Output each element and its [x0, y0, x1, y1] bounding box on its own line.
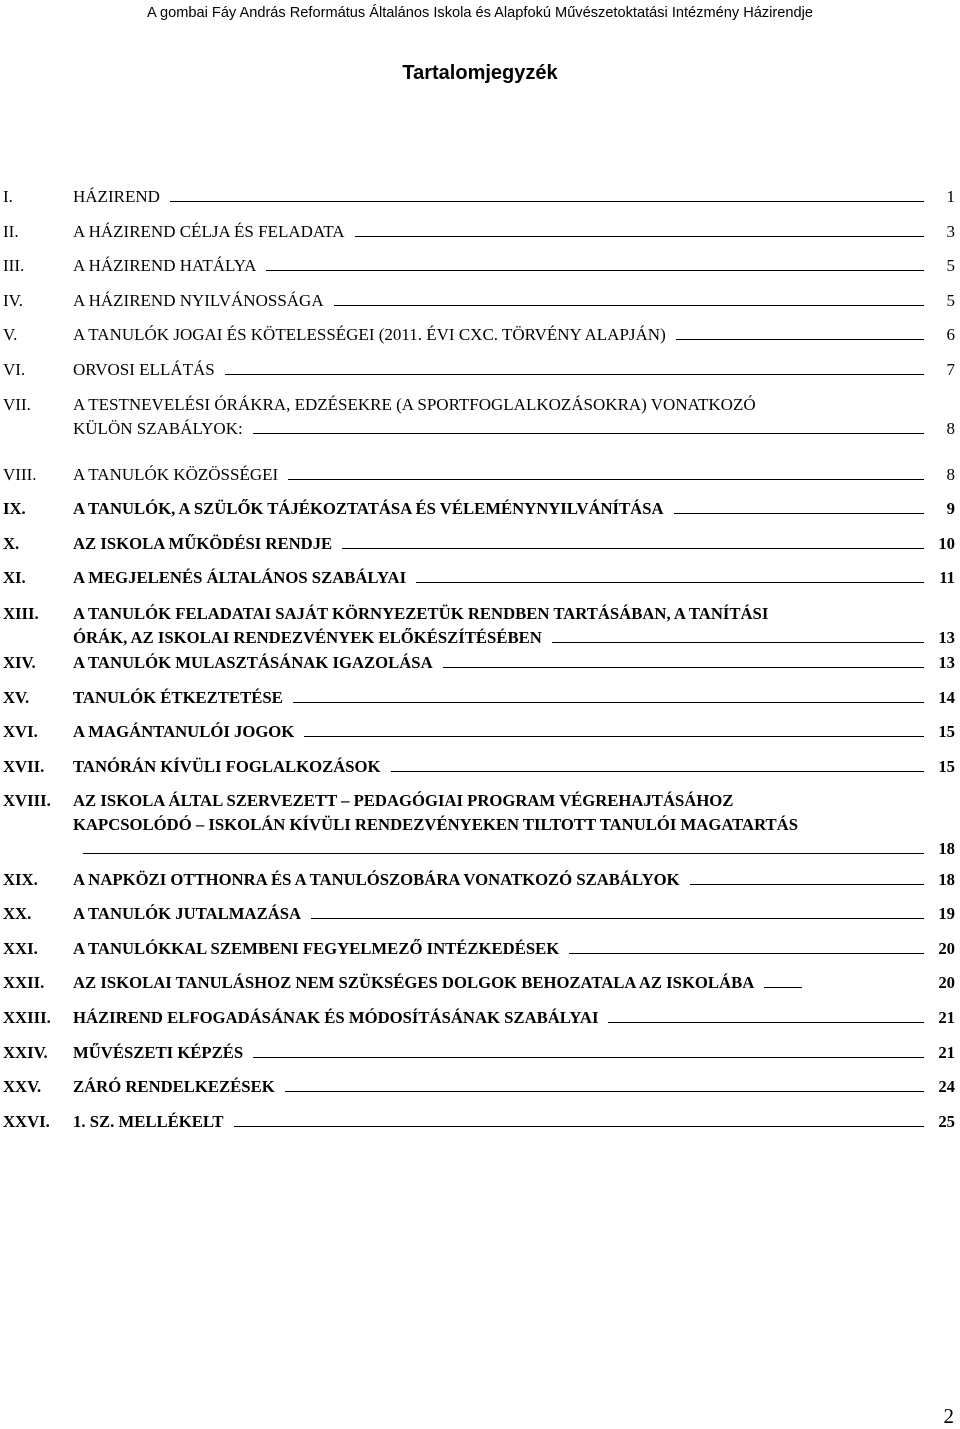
- toc-leader-line: [285, 1075, 924, 1092]
- toc-page-number: 18: [938, 839, 955, 858]
- toc-page-number: 9: [946, 499, 955, 518]
- toc-entry-title: MŰVÉSZETI KÉPZÉS: [73, 1043, 244, 1062]
- toc-entry-number: I.: [3, 187, 13, 206]
- toc-entry-title: ÓRÁK, AZ ISKOLAI RENDEZVÉNYEK ELŐKÉSZÍTÉSÉBEN: [73, 628, 542, 647]
- toc-leader-line: [311, 902, 924, 919]
- toc-entry-title: TANULÓK ÉTKEZTETÉSE: [73, 688, 283, 707]
- toc-entry-number: XVIII.: [3, 791, 51, 810]
- toc-entry-title: A TANULÓK JUTALMAZÁSA: [73, 904, 302, 923]
- toc-entry-number: XIV.: [3, 653, 36, 672]
- toc-entry-number: II.: [3, 222, 19, 241]
- toc-page-number: 20: [938, 973, 955, 992]
- toc-entry-number: XXI.: [3, 939, 38, 958]
- toc-entry-title: AZ ISKOLA ÁLTAL SZERVEZETT – PEDAGÓGIAI PROGRAM VÉGREHAJTÁSÁHOZ: [73, 791, 734, 810]
- toc-entry-title: A NAPKÖZI OTTHONRA ÉS A TANULÓSZOBÁRA VONATKOZÓ SZABÁLYOK: [73, 870, 680, 889]
- toc-leader-line: [569, 937, 924, 954]
- toc-entry-number: X.: [3, 534, 20, 553]
- toc-page-number: 8: [946, 419, 955, 438]
- toc-entry-number: XXII.: [3, 973, 45, 992]
- toc-page-number: 7: [946, 360, 955, 379]
- toc-leader-line: [253, 417, 924, 434]
- toc-entry-number: VIII.: [3, 465, 37, 484]
- toc-leader-line: [676, 323, 924, 340]
- toc-entry-title: A MEGJELENÉS ÁLTALÁNOS SZABÁLYAI: [73, 568, 407, 587]
- toc-entry-number: V.: [3, 325, 18, 344]
- toc-entry-title: A TANULÓK JOGAI ÉS KÖTELESSÉGEI (2011. ÉVI CXC. TÖRVÉNY ALAPJÁN): [73, 325, 666, 344]
- toc-page-number: 3: [946, 222, 955, 241]
- toc-page-number: 19: [938, 904, 955, 923]
- toc-entry-number: XXVI.: [3, 1112, 50, 1131]
- toc-entry-number: XVI.: [3, 722, 38, 741]
- toc-page-number: 25: [938, 1112, 955, 1131]
- toc-page-number: 5: [946, 291, 955, 310]
- toc-leader-line: [253, 1041, 924, 1058]
- toc-entry-title: A TANULÓKKAL SZEMBENI FEGYELMEZŐ INTÉZKEDÉSEK: [73, 939, 560, 958]
- toc-page-number: 15: [938, 722, 955, 741]
- toc-page-number: 8: [946, 465, 955, 484]
- running-header: A gombai Fáy András Református Általános Iskola és Alapfokú Művészetoktatási Intézmény Házirendje: [147, 5, 813, 21]
- toc-entry-title: TANÓRÁN KÍVÜLI FOGLALKOZÁSOK: [73, 757, 381, 776]
- toc-entry-number: XXIII.: [3, 1008, 51, 1027]
- page-number: 2: [943, 1404, 954, 1428]
- toc-entry-number: XIII.: [3, 604, 39, 623]
- toc-entry-number: XVII.: [3, 757, 45, 776]
- toc-entry-number: XV.: [3, 688, 30, 707]
- toc-page-number: 6: [946, 325, 955, 344]
- toc-page-number: 15: [938, 757, 955, 776]
- toc-page-number: 13: [938, 628, 955, 647]
- toc-entry-number: XXV.: [3, 1077, 42, 1096]
- toc-leader-line: [293, 686, 924, 703]
- toc-leader-line: [342, 532, 924, 549]
- toc-entry-number: IX.: [3, 499, 26, 518]
- toc-entry-title: A TANULÓK KÖZÖSSÉGEI: [73, 465, 279, 484]
- toc-leader-line: [266, 254, 924, 271]
- toc-entry-title: A TANULÓK, A SZÜLŐK TÁJÉKOZTATÁSA ÉS VÉLEMÉNYNYILVÁNÍTÁSA: [73, 499, 664, 518]
- toc-entry-title: HÁZIREND ELFOGADÁSÁNAK ÉS MÓDOSÍTÁSÁNAK SZABÁLYAI: [73, 1008, 599, 1027]
- toc-title: Tartalomjegyzék: [402, 62, 558, 84]
- toc-entry-title: AZ ISKOLAI TANULÁSHOZ NEM SZÜKSÉGES DOLGOK BEHOZATALA AZ ISKOLÁBA: [73, 973, 755, 992]
- toc-leader-line: [764, 971, 802, 988]
- toc-entry-title: A MAGÁNTANULÓI JOGOK: [73, 722, 295, 741]
- toc-entry-title: ZÁRÓ RENDELKEZÉSEK: [73, 1077, 275, 1096]
- toc-page-number: 11: [939, 568, 955, 587]
- toc-leader-line: [608, 1006, 924, 1023]
- toc-entry-number: VII.: [3, 395, 31, 414]
- toc-page-number: 1: [946, 187, 955, 206]
- toc-entry-title: AZ ISKOLA MŰKÖDÉSI RENDJE: [73, 534, 333, 553]
- toc-entry-number: III.: [3, 256, 25, 275]
- toc-leader-line: [552, 626, 924, 643]
- toc-page-number: 21: [938, 1043, 955, 1062]
- toc-entry-title: KAPCSOLÓDÓ – ISKOLÁN KÍVÜLI RENDEZVÉNYEKEN TILTOTT TANULÓI MAGATARTÁS: [73, 815, 799, 834]
- toc-leader-line: [690, 868, 924, 885]
- toc-page-number: 24: [938, 1077, 955, 1096]
- toc-entry-title: A TANULÓK FELADATAI SAJÁT KÖRNYEZETÜK RENDBEN TARTÁSÁBAN, A TANÍTÁSI: [73, 604, 769, 623]
- toc-page-number: 20: [938, 939, 955, 958]
- toc-leader-line: [443, 651, 924, 668]
- toc-page-number: 5: [946, 256, 955, 275]
- toc-entry-title: HÁZIREND: [73, 187, 160, 206]
- toc-leader-line: [674, 497, 924, 514]
- toc-leader-line: [225, 358, 924, 375]
- toc-entry-number: XXIV.: [3, 1043, 48, 1062]
- toc-page-number: 13: [938, 653, 955, 672]
- toc-entry-number: XIX.: [3, 870, 38, 889]
- toc-entry-number: XX.: [3, 904, 32, 923]
- toc-leader-line: [355, 220, 924, 237]
- toc-leader-line: [83, 837, 924, 854]
- toc-leader-line: [234, 1110, 924, 1127]
- toc-leader-line: [304, 720, 924, 737]
- toc-entry-title: KÜLÖN SZABÁLYOK:: [73, 419, 243, 438]
- toc-page-number: 21: [938, 1008, 955, 1027]
- toc-leader-line: [391, 755, 924, 772]
- toc-page-number: 10: [938, 534, 955, 553]
- toc-page-number: 14: [938, 688, 955, 707]
- toc-entry-title: A TANULÓK MULASZTÁSÁNAK IGAZOLÁSA: [73, 653, 433, 672]
- toc-leader-line: [334, 289, 924, 306]
- toc-page-number: 18: [938, 870, 955, 889]
- toc-entry-title: A TESTNEVELÉSI ÓRÁKRA, EDZÉSEKRE (A SPORTFOGLALKOZÁSOKRA) VONATKOZÓ: [73, 395, 756, 414]
- toc-entry-number: XI.: [3, 568, 26, 587]
- toc-entry-title: A HÁZIREND NYILVÁNOSSÁGA: [73, 291, 324, 310]
- toc-entry-title: ORVOSI ELLÁTÁS: [73, 360, 215, 379]
- toc-entry-number: IV.: [3, 291, 23, 310]
- toc-leader-line: [288, 463, 924, 480]
- toc-entry-title: A HÁZIREND CÉLJA ÉS FELADATA: [73, 222, 345, 241]
- toc-entry-number: VI.: [3, 360, 26, 379]
- toc-entry-title: 1. SZ. MELLÉKELT: [73, 1112, 224, 1131]
- toc-leader-line: [170, 185, 924, 202]
- toc-entry-title: A HÁZIREND HATÁLYA: [73, 256, 257, 275]
- toc-leader-line: [416, 566, 924, 583]
